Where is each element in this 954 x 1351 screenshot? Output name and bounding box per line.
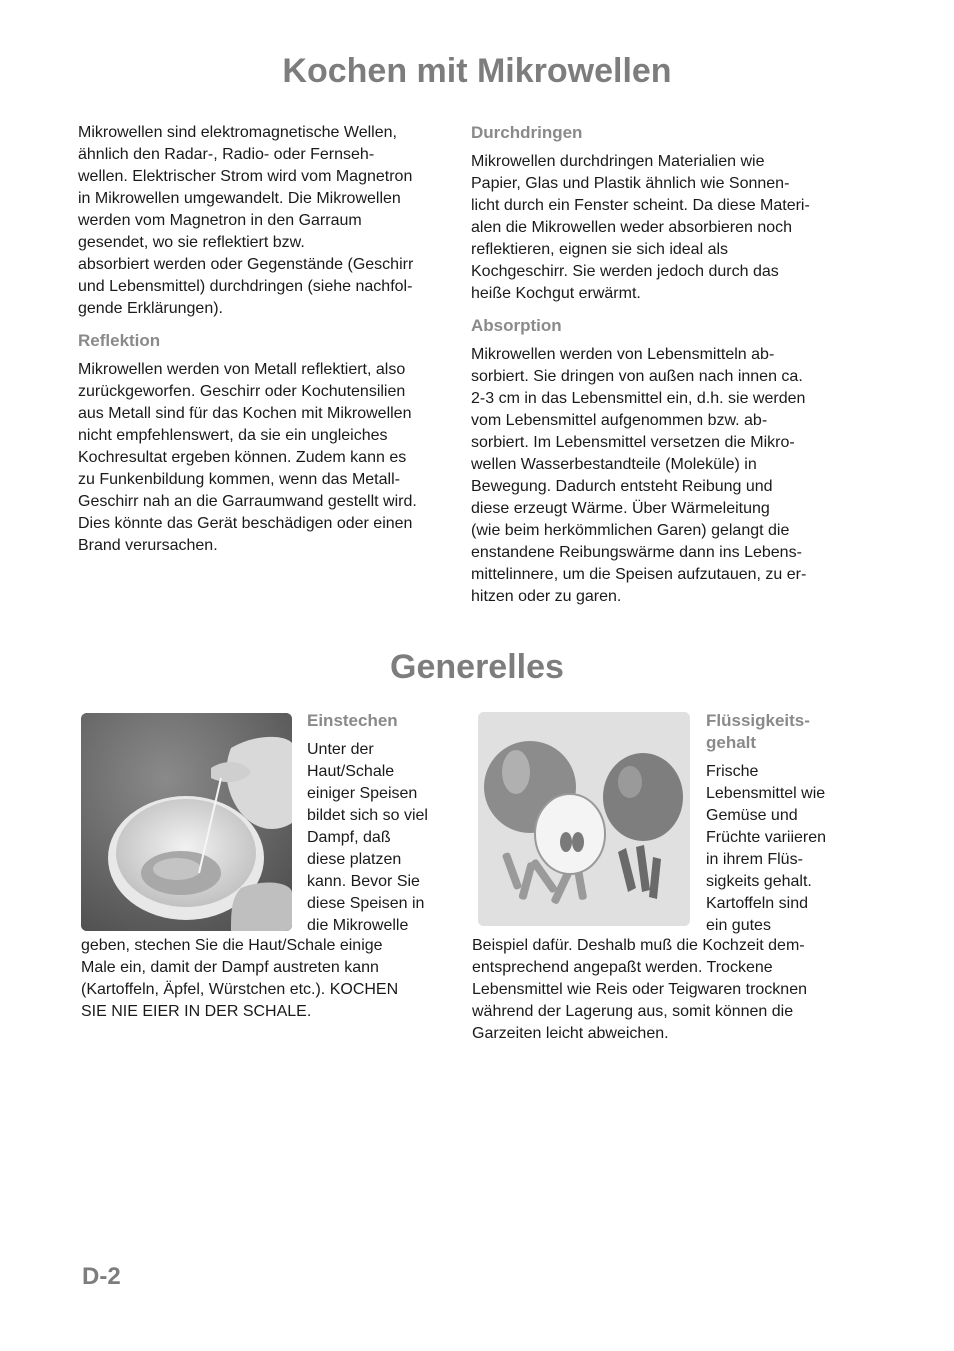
durchdringen-text: Mikrowellen durchdringen Materialien wie Papier, Glas und Plastik ähnlich wie Sonnen- licht durch ein Fenster scheint. Da diese Materi- alen die Mikrowellen weder absorbieren noch reflektieren, eignen sie sich ideal als Kochgeschirr. Sie werden jedoch durch das heiße Kochgut erwärmt. <box>471 153 810 302</box>
photo-apples-pasta <box>478 712 690 926</box>
piercing-bowl-illustration <box>81 713 292 931</box>
photo-piercing-bowl <box>81 713 292 931</box>
fluessigkeit-block <box>706 710 856 937</box>
fluessigkeit-text-beside: Frische Lebensmittel wie Gemüse und Früchte variieren in ihrem Flüs- sigkeits gehalt. Kartoffeln sind ein gutes <box>706 763 827 934</box>
reflektion-text: Mikrowellen werden von Metall reflektiert, also zurückgeworfen. Geschirr oder Kochutensilien aus Metall sind für das Kochen mit Mikrowellen nicht empfehlenswert, da sie ein ungleiches Kochresultat ergeben können. Zudem kann es zu Funkenbildung kommen, wenn das Metall- Geschirr nah an die Garraumwand gestellt wird. Dies könnte das Gerät beschädigen oder einen Brand verursachen. <box>78 361 417 554</box>
page-title: Kochen mit Mikrowellen <box>282 52 672 90</box>
einstechen-block <box>307 710 467 937</box>
einstechen-heading: Einstechen <box>307 711 398 730</box>
section-title-generelles: Generelles <box>390 648 564 686</box>
absorption-heading: Absorption <box>471 316 562 335</box>
einstechen-text-below: geben, stechen Sie die Haut/Schale einige Male ein, damit der Dampf austreten kann (Kartoffeln, Äpfel, Würstchen etc.). KOCHEN SIE NIE EIER IN DER SCHALE. <box>81 937 399 1020</box>
page-number: D-2 <box>82 1263 121 1290</box>
intro-text: Mikrowellen sind elektromagnetische Wellen, ähnlich den Radar-, Radio- oder Fernseh- wellen. Elektrischer Strom wird vom Magnetron in Mikrowellen umgewandelt. Die Mikrowellen werden vom Magnetron in den Garraum gesendet, wo sie reflektiert bzw. absorbiert werden oder Gegenstände (Geschirr und Lebensmittel) durchdringen (siehe nachfol- gende Erklärungen). <box>78 124 414 317</box>
apples-pasta-illustration <box>478 712 690 926</box>
reflektion-heading: Reflektion <box>78 331 161 350</box>
fluessigkeit-text-below: Beispiel dafür. Deshalb muß die Kochzeit dem- entsprechend angepaßt werden. Trockene Lebensmittel wie Reis oder Teigwaren trocknen während der Lagerung aus, somit können die Garzeiten leicht abweichen. <box>472 937 807 1042</box>
reflektion-block <box>78 330 458 557</box>
fluessigkeit-continued <box>472 935 862 1045</box>
absorption-block <box>471 315 851 608</box>
fluessigkeit-heading: Flüssigkeits- gehalt <box>706 711 810 752</box>
einstechen-continued <box>81 935 461 1023</box>
durchdringen-block <box>471 122 851 305</box>
absorption-text: Mikrowellen werden von Lebensmitteln ab- sorbiert. Sie dringen von außen nach innen ca. 2-3 cm in das Lebensmittel ein, d.h. sie werden vom Lebensmittel aufgenommen bzw. ab- sorbiert. Im Lebensmittel versetzen die Mikro- wellen Wasserbestandteile (Moleküle) in Bewegung. Dadurch entsteht Reibung und diese erzeugt Wärme. Über Wärmeleitung (wie beim herkömmlichen Garen) gelangt die enstandene Reibungswärme dann ins Lebens- mittelinnere, um die Speisen aufzutauen, zu er- hitzen oder zu garen. <box>471 346 807 605</box>
intro-block <box>78 122 458 320</box>
durchdringen-heading: Durchdringen <box>471 123 583 142</box>
einstechen-text-beside: Unter der Haut/Schale einiger Speisen bildet sich so viel Dampf, daß diese platzen kann. Bevor Sie diese Speisen in die Mikrowelle <box>307 741 428 934</box>
